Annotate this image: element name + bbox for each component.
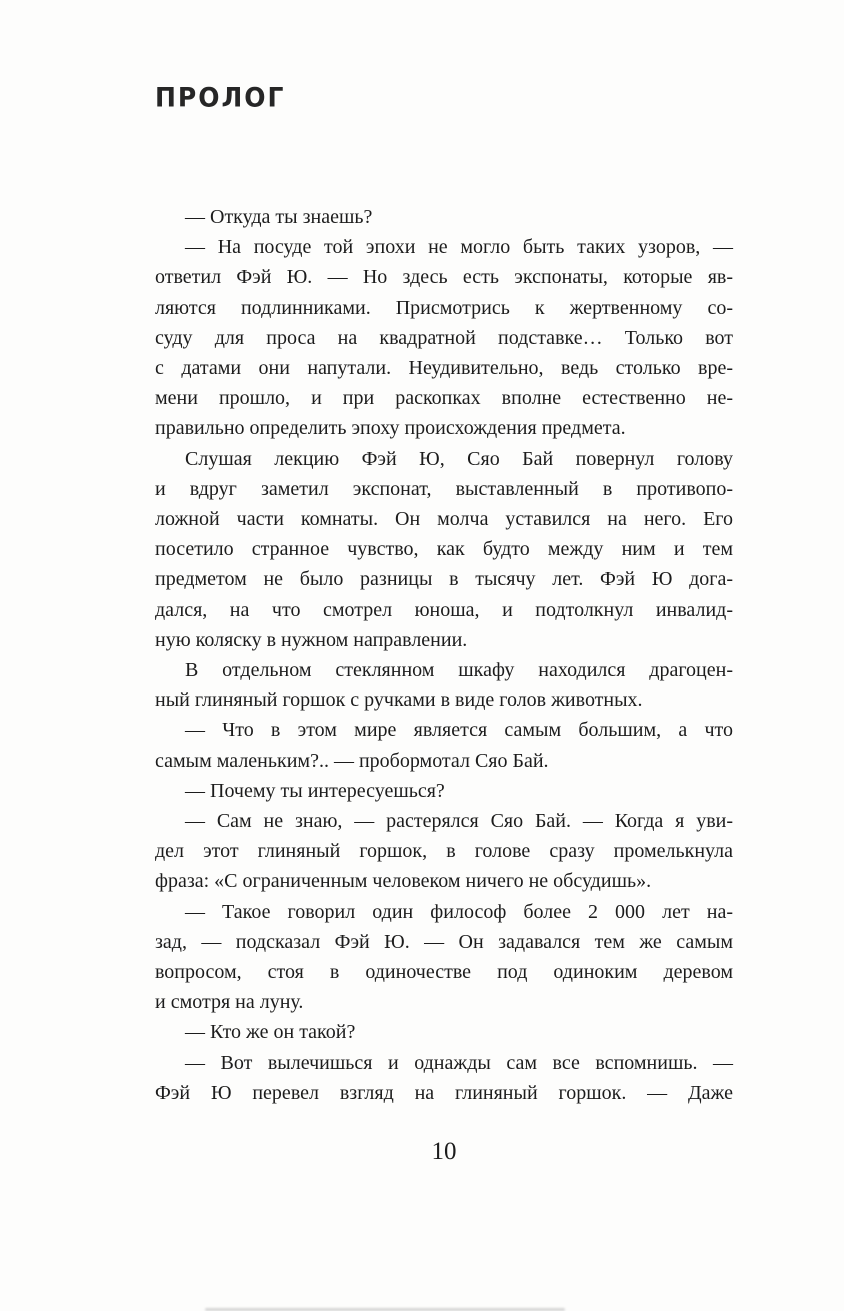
text-line: дел этот глиняный горшок, в голове сразу промелькнула — [155, 840, 733, 863]
text-line: дался, на что смотрел юноша, и подтолкнул инвалид- — [155, 598, 733, 621]
text-line: и смотря на луну. — [155, 991, 304, 1014]
text-line: суду для проса на квадратной подставке… Только вот — [155, 326, 733, 349]
text-line: — Сам не знаю, — растерялся Сяо Бай. — Когда я уви- — [185, 810, 733, 833]
text-line: — Откуда ты знаешь? — [185, 206, 373, 228]
text-line: с датами они напутали. Неудивительно, ведь столько вре- — [155, 357, 733, 380]
text-line: — Вот вылечишься и однажды сам все вспомнишь. — — [185, 1051, 733, 1074]
text-line: В отдельном стеклянном шкафу находился драгоцен- — [185, 659, 733, 682]
text-line: зад, — подсказал Фэй Ю. — Он задавался тем же самым — [155, 930, 733, 953]
text-line: мени прошло, и при раскопках вполне естественно не- — [155, 387, 733, 410]
text-line: вопросом, стоя в одиночестве под одиноким деревом — [155, 961, 733, 984]
text-line: — Кто же он такой? — [185, 1021, 356, 1044]
chapter-header: ПРОЛОГ — [155, 82, 286, 113]
text-line: ляются подлинниками. Присмотрись к жертвенному со- — [155, 296, 733, 319]
text-line: посетило странное чувство, как будто между ним и тем — [155, 538, 733, 561]
text-line: фраза: «С ограниченным человеком ничего не обсудишь». — [155, 870, 652, 893]
text-line: правильно определить эпоху происхождения предмета. — [155, 417, 626, 440]
text-line: ложной части комнаты. Он молча уставился на него. Его — [155, 508, 733, 531]
text-line: и вдруг заметил экспонат, выставленный в противопо- — [155, 477, 733, 500]
text-line: Фэй Ю перевел взгляд на глиняный горшок. — Даже — [155, 1081, 733, 1104]
text-line: ответил Фэй Ю. — Но здесь есть экспонаты, которые яв- — [155, 266, 733, 289]
text-line: — Такое говорил один философ более 2 000 лет на- — [185, 900, 733, 923]
body-text — [155, 202, 733, 1108]
text-line: самым маленьким?.. — пробормотал Сяо Бай. — [155, 749, 549, 772]
text-line: — Почему ты интересуешься? — [185, 779, 445, 802]
text-line: — На посуде той эпохи не могло быть таких узоров, — — [185, 236, 733, 259]
page-number: 10 — [431, 1138, 457, 1165]
text-line: Слушая лекцию Фэй Ю, Сяо Бай повернул голову — [185, 447, 733, 470]
text-line: ную коляску в нужном направлении. — [155, 628, 468, 651]
text-line: ный глиняный горшок с ручками в виде голов животных. — [155, 689, 643, 712]
text-line: — Что в этом мире является самым большим, а что — [185, 719, 733, 742]
text-line: предметом не было разницы в тысячу лет. Фэй Ю дога- — [155, 568, 733, 591]
